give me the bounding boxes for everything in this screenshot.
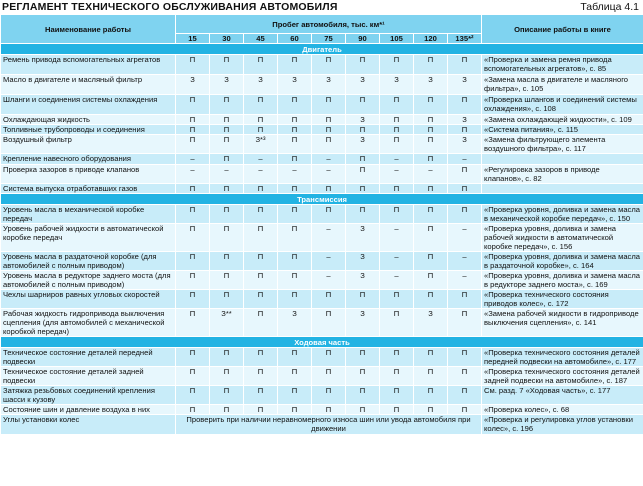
interval-cell: П [278,271,312,290]
work-description: «Проверка уровня, доливка и замена масла в раздаточной коробке», с. 164 [482,252,643,271]
interval-cell: П [176,184,210,194]
interval-cell: П [244,252,278,271]
work-name: Техническое состояние деталей задней подвески [1,367,176,386]
table-row [1,165,643,184]
interval-cell: П [380,309,414,337]
interval-cell: П [414,184,448,194]
table-row [1,386,643,405]
interval-cell: З [346,75,380,95]
work-description: «Замена масла в двигателе и масляного фильтра», с. 105 [482,75,643,95]
interval-cell: П [278,184,312,194]
interval-cell: П [380,386,414,405]
work-description: «Регулировка зазоров в приводе клапанов», с. 82 [482,165,643,184]
interval-cell: П [346,95,380,115]
interval-cell: П [244,184,278,194]
interval-cell: П [176,348,210,367]
interval-cell: – [244,165,278,184]
interval-cell: П [278,135,312,154]
interval-cell: П [380,348,414,367]
interval-cell: З [346,271,380,290]
table-row [1,271,643,290]
work-name: Состояние шин и давление воздуха в них [1,405,176,415]
interval-cell: – [210,165,244,184]
interval-cell: – [448,224,482,252]
interval-cell: П [176,386,210,405]
interval-cell: П [210,135,244,154]
merged-note: Проверить при наличии неравномерного износа шин или увода автомобиля при движении [176,415,482,435]
interval-cell: П [278,348,312,367]
interval-cell: П [210,115,244,125]
interval-cell: З [346,135,380,154]
interval-cell: П [312,348,346,367]
table-row [1,290,643,309]
interval-cell: З [380,75,414,95]
interval-cell: П [448,125,482,135]
section-title: Двигатель [1,44,643,55]
interval-cell: П [312,290,346,309]
interval-cell: П [312,55,346,75]
interval-cell: П [176,367,210,386]
interval-cell: П [210,348,244,367]
interval-cell: П [380,135,414,154]
work-name: Ремень привода вспомогательных агрегатов [1,55,176,75]
table-row [1,224,643,252]
interval-cell: П [380,55,414,75]
table-row [1,184,643,194]
work-name: Уровень масла в редукторе заднего моста (для автомобилей с полным приводом) [1,271,176,290]
table-row [1,252,643,271]
interval-cell: П [448,95,482,115]
interval-cell: П [346,55,380,75]
work-name: Крепление навесного оборудования [1,154,176,165]
table-row [1,205,643,224]
interval-cell: П [210,386,244,405]
interval-cell: З [312,75,346,95]
section-header [1,194,643,205]
work-description [482,154,643,165]
header-name: Наименование работы [1,15,176,44]
table-row [1,309,643,337]
interval-cell: П [244,405,278,415]
interval-cell: – [312,271,346,290]
interval-cell: – [448,271,482,290]
interval-cell: П [244,125,278,135]
work-name: Шланги и соединения системы охлаждения [1,95,176,115]
table-row [1,154,643,165]
table-row [1,55,643,75]
interval-cell: З** [210,309,244,337]
interval-cell: П [210,125,244,135]
interval-cell: П [312,205,346,224]
interval-cell: П [346,405,380,415]
page-title: РЕГЛАМЕНТ ТЕХНИЧЕСКОГО ОБСЛУЖИВАНИЯ АВТОМОБИЛЯ [2,1,338,13]
interval-cell: П [312,367,346,386]
interval-cell: П [244,309,278,337]
work-name: Охлаждающая жидкость [1,115,176,125]
interval-cell: П [176,135,210,154]
interval-cell: П [210,205,244,224]
interval-cell: П [210,271,244,290]
interval-cell: – [312,252,346,271]
interval-cell: П [414,405,448,415]
interval-cell: П [210,252,244,271]
work-name: Уровень масла в раздаточной коробке (для автомобилей с полным приводом) [1,252,176,271]
interval-cell: П [278,115,312,125]
interval-cell: П [414,55,448,75]
interval-cell: П [414,252,448,271]
interval-cell: – [176,165,210,184]
interval-cell: П [448,205,482,224]
work-description: «Проверка технического состояния деталей задней подвески на автомобиле», с. 187 [482,367,643,386]
work-description: «Замена охлаждающей жидкости», с. 109 [482,115,643,125]
interval-cell: П [448,405,482,415]
interval-cell: З [414,309,448,337]
maintenance-table [0,14,643,435]
interval-cell: – [278,165,312,184]
interval-cell: П [278,252,312,271]
mileage-header: 120 [414,34,448,44]
interval-cell: П [414,135,448,154]
interval-cell: З [448,115,482,125]
interval-cell: П [210,367,244,386]
interval-cell: П [448,165,482,184]
interval-cell: П [278,205,312,224]
mileage-header: 45 [244,34,278,44]
table-row [1,405,643,415]
interval-cell: П [312,405,346,415]
interval-cell: П [414,154,448,165]
work-description: «Проверка уровня, доливка и замена рабочей жидкости в автоматической коробке передач», с. 156 [482,224,643,252]
interval-cell: П [210,224,244,252]
interval-cell: П [448,348,482,367]
interval-cell: П [346,125,380,135]
interval-cell: П [244,290,278,309]
interval-cell: П [380,367,414,386]
interval-cell: З [448,75,482,95]
work-description: См. разд. 7 «Ходовая часть», с. 177 [482,386,643,405]
interval-cell: П [414,115,448,125]
interval-cell: – [380,224,414,252]
work-name: Масло в двигателе и масляный фильтр [1,75,176,95]
work-name: Уровень рабочей жидкости в автоматической коробке передач [1,224,176,252]
interval-cell: П [380,115,414,125]
interval-cell: П [448,309,482,337]
interval-cell: П [380,95,414,115]
interval-cell: З [448,135,482,154]
interval-cell: З [176,75,210,95]
table-row [1,367,643,386]
interval-cell: П [312,135,346,154]
interval-cell: П [210,154,244,165]
interval-cell: П [210,95,244,115]
work-name: Углы установки колес [1,415,176,435]
interval-cell: П [448,386,482,405]
interval-cell: П [278,55,312,75]
work-description: «Проверка уровня, доливка и замена масла в механической коробке передач», с. 150 [482,205,643,224]
interval-cell: П [278,154,312,165]
table-row [1,135,643,154]
work-description: «Проверка уровня, доливка и замена масла в редукторе заднего моста», с. 169 [482,271,643,290]
interval-cell: П [346,154,380,165]
table-row [1,95,643,115]
table-row [1,415,643,435]
interval-cell: З [210,75,244,95]
mileage-header: 90 [346,34,380,44]
interval-cell: П [448,290,482,309]
work-name: Рабочая жидкость гидропривода выключения сцепления (для автомобилей с механической коробкой передач) [1,309,176,337]
interval-cell: П [176,290,210,309]
work-description: «Система питания», с. 115 [482,125,643,135]
interval-cell: З [346,309,380,337]
mileage-header: 15 [176,34,210,44]
interval-cell: П [176,125,210,135]
title-bar [0,0,643,14]
interval-cell: П [278,125,312,135]
work-description: «Проверка и замена ремня привода вспомогательных агрегатов», с. 85 [482,55,643,75]
interval-cell: З [278,75,312,95]
interval-cell: П [176,115,210,125]
table-row [1,348,643,367]
interval-cell: П [448,55,482,75]
section-header [1,44,643,55]
work-description: «Проверка технического состояния деталей передней подвески на автомобиле», с. 177 [482,348,643,367]
interval-cell: П [448,184,482,194]
interval-cell: – [244,154,278,165]
interval-cell: П [244,205,278,224]
interval-cell: – [312,224,346,252]
interval-cell: П [312,309,346,337]
interval-cell: – [380,271,414,290]
interval-cell: П [244,386,278,405]
work-description: «Замена рабочей жидкости в гидроприводе выключения сцепления», с. 141 [482,309,643,337]
interval-cell: П [380,290,414,309]
interval-cell: П [414,290,448,309]
interval-cell: П [278,405,312,415]
work-name: Техническое состояние деталей передней подвески [1,348,176,367]
interval-cell: П [210,184,244,194]
interval-cell: – [176,154,210,165]
interval-cell: П [380,405,414,415]
interval-cell: З [346,115,380,125]
interval-cell: П [176,55,210,75]
interval-cell: П [244,95,278,115]
interval-cell: – [414,165,448,184]
interval-cell: П [380,125,414,135]
interval-cell: П [244,271,278,290]
interval-cell: П [414,224,448,252]
work-name: Система выпуска отработавших газов [1,184,176,194]
interval-cell: П [244,115,278,125]
mileage-header: 135*² [448,34,482,44]
table-row [1,75,643,95]
work-name: Уровень масла в механической коробке передач [1,205,176,224]
header-mileage: Пробег автомобиля, тыс. км*¹ [176,15,482,34]
interval-cell: П [176,205,210,224]
work-description: «Проверка шлангов и соединений системы охлаждения», с. 108 [482,95,643,115]
interval-cell: П [414,367,448,386]
mileage-header: 105 [380,34,414,44]
section-title: Ходовая часть [1,337,643,348]
table-row [1,115,643,125]
interval-cell: П [346,348,380,367]
interval-cell: П [278,367,312,386]
interval-cell: П [176,95,210,115]
interval-cell: П [244,55,278,75]
interval-cell: П [414,95,448,115]
interval-cell: П [414,386,448,405]
interval-cell: П [346,205,380,224]
interval-cell: – [312,165,346,184]
interval-cell: П [176,224,210,252]
work-description: «Замена фильтрующего элемента воздушного фильтра», с. 117 [482,135,643,154]
work-description: «Проверка колес», с. 68 [482,405,643,415]
interval-cell: П [414,205,448,224]
mileage-header: 75 [312,34,346,44]
interval-cell: П [312,184,346,194]
table-row [1,125,643,135]
interval-cell: П [380,184,414,194]
interval-cell: П [244,224,278,252]
work-name: Проверка зазоров в приводе клапанов [1,165,176,184]
section-title: Трансмиссия [1,194,643,205]
interval-cell: – [380,252,414,271]
header-description: Описание работы в книге [482,15,643,44]
interval-cell: П [346,367,380,386]
interval-cell: З [346,252,380,271]
interval-cell: П [210,405,244,415]
interval-cell: П [414,125,448,135]
interval-cell: З [346,224,380,252]
table-number: Таблица 4.1 [580,1,639,13]
interval-cell: З [244,75,278,95]
work-description: «Проверка и регулировка углов установки колес», с. 196 [482,415,643,435]
interval-cell: П [312,115,346,125]
interval-cell: П [278,290,312,309]
work-name: Топливные трубопроводы и соединения [1,125,176,135]
interval-cell: З [414,75,448,95]
interval-cell: П [414,348,448,367]
interval-cell: П [210,290,244,309]
work-name: Воздушный фильтр [1,135,176,154]
interval-cell: П [448,367,482,386]
interval-cell: П [244,367,278,386]
work-description [482,184,643,194]
mileage-header: 30 [210,34,244,44]
work-name: Чехлы шарниров равных угловых скоростей [1,290,176,309]
interval-cell: З*³ [244,135,278,154]
interval-cell: П [176,252,210,271]
interval-cell: – [448,154,482,165]
mileage-header: 60 [278,34,312,44]
interval-cell: П [346,386,380,405]
section-header [1,337,643,348]
interval-cell: П [176,309,210,337]
interval-cell: П [278,95,312,115]
work-name: Затяжка резьбовых соединений крепления шасси к кузову [1,386,176,405]
interval-cell: П [346,165,380,184]
table-body [1,44,643,435]
interval-cell: – [312,154,346,165]
interval-cell: П [210,55,244,75]
interval-cell: П [176,405,210,415]
interval-cell: П [380,205,414,224]
interval-cell: П [278,386,312,405]
interval-cell: П [346,184,380,194]
interval-cell: П [244,348,278,367]
interval-cell: – [380,154,414,165]
interval-cell: З [278,309,312,337]
interval-cell: П [312,95,346,115]
work-description: «Проверка технического состояния приводов колес», с. 172 [482,290,643,309]
interval-cell: П [278,224,312,252]
interval-cell: П [312,125,346,135]
interval-cell: П [176,271,210,290]
interval-cell: П [346,290,380,309]
interval-cell: П [312,386,346,405]
interval-cell: – [448,252,482,271]
interval-cell: П [414,271,448,290]
interval-cell: – [380,165,414,184]
